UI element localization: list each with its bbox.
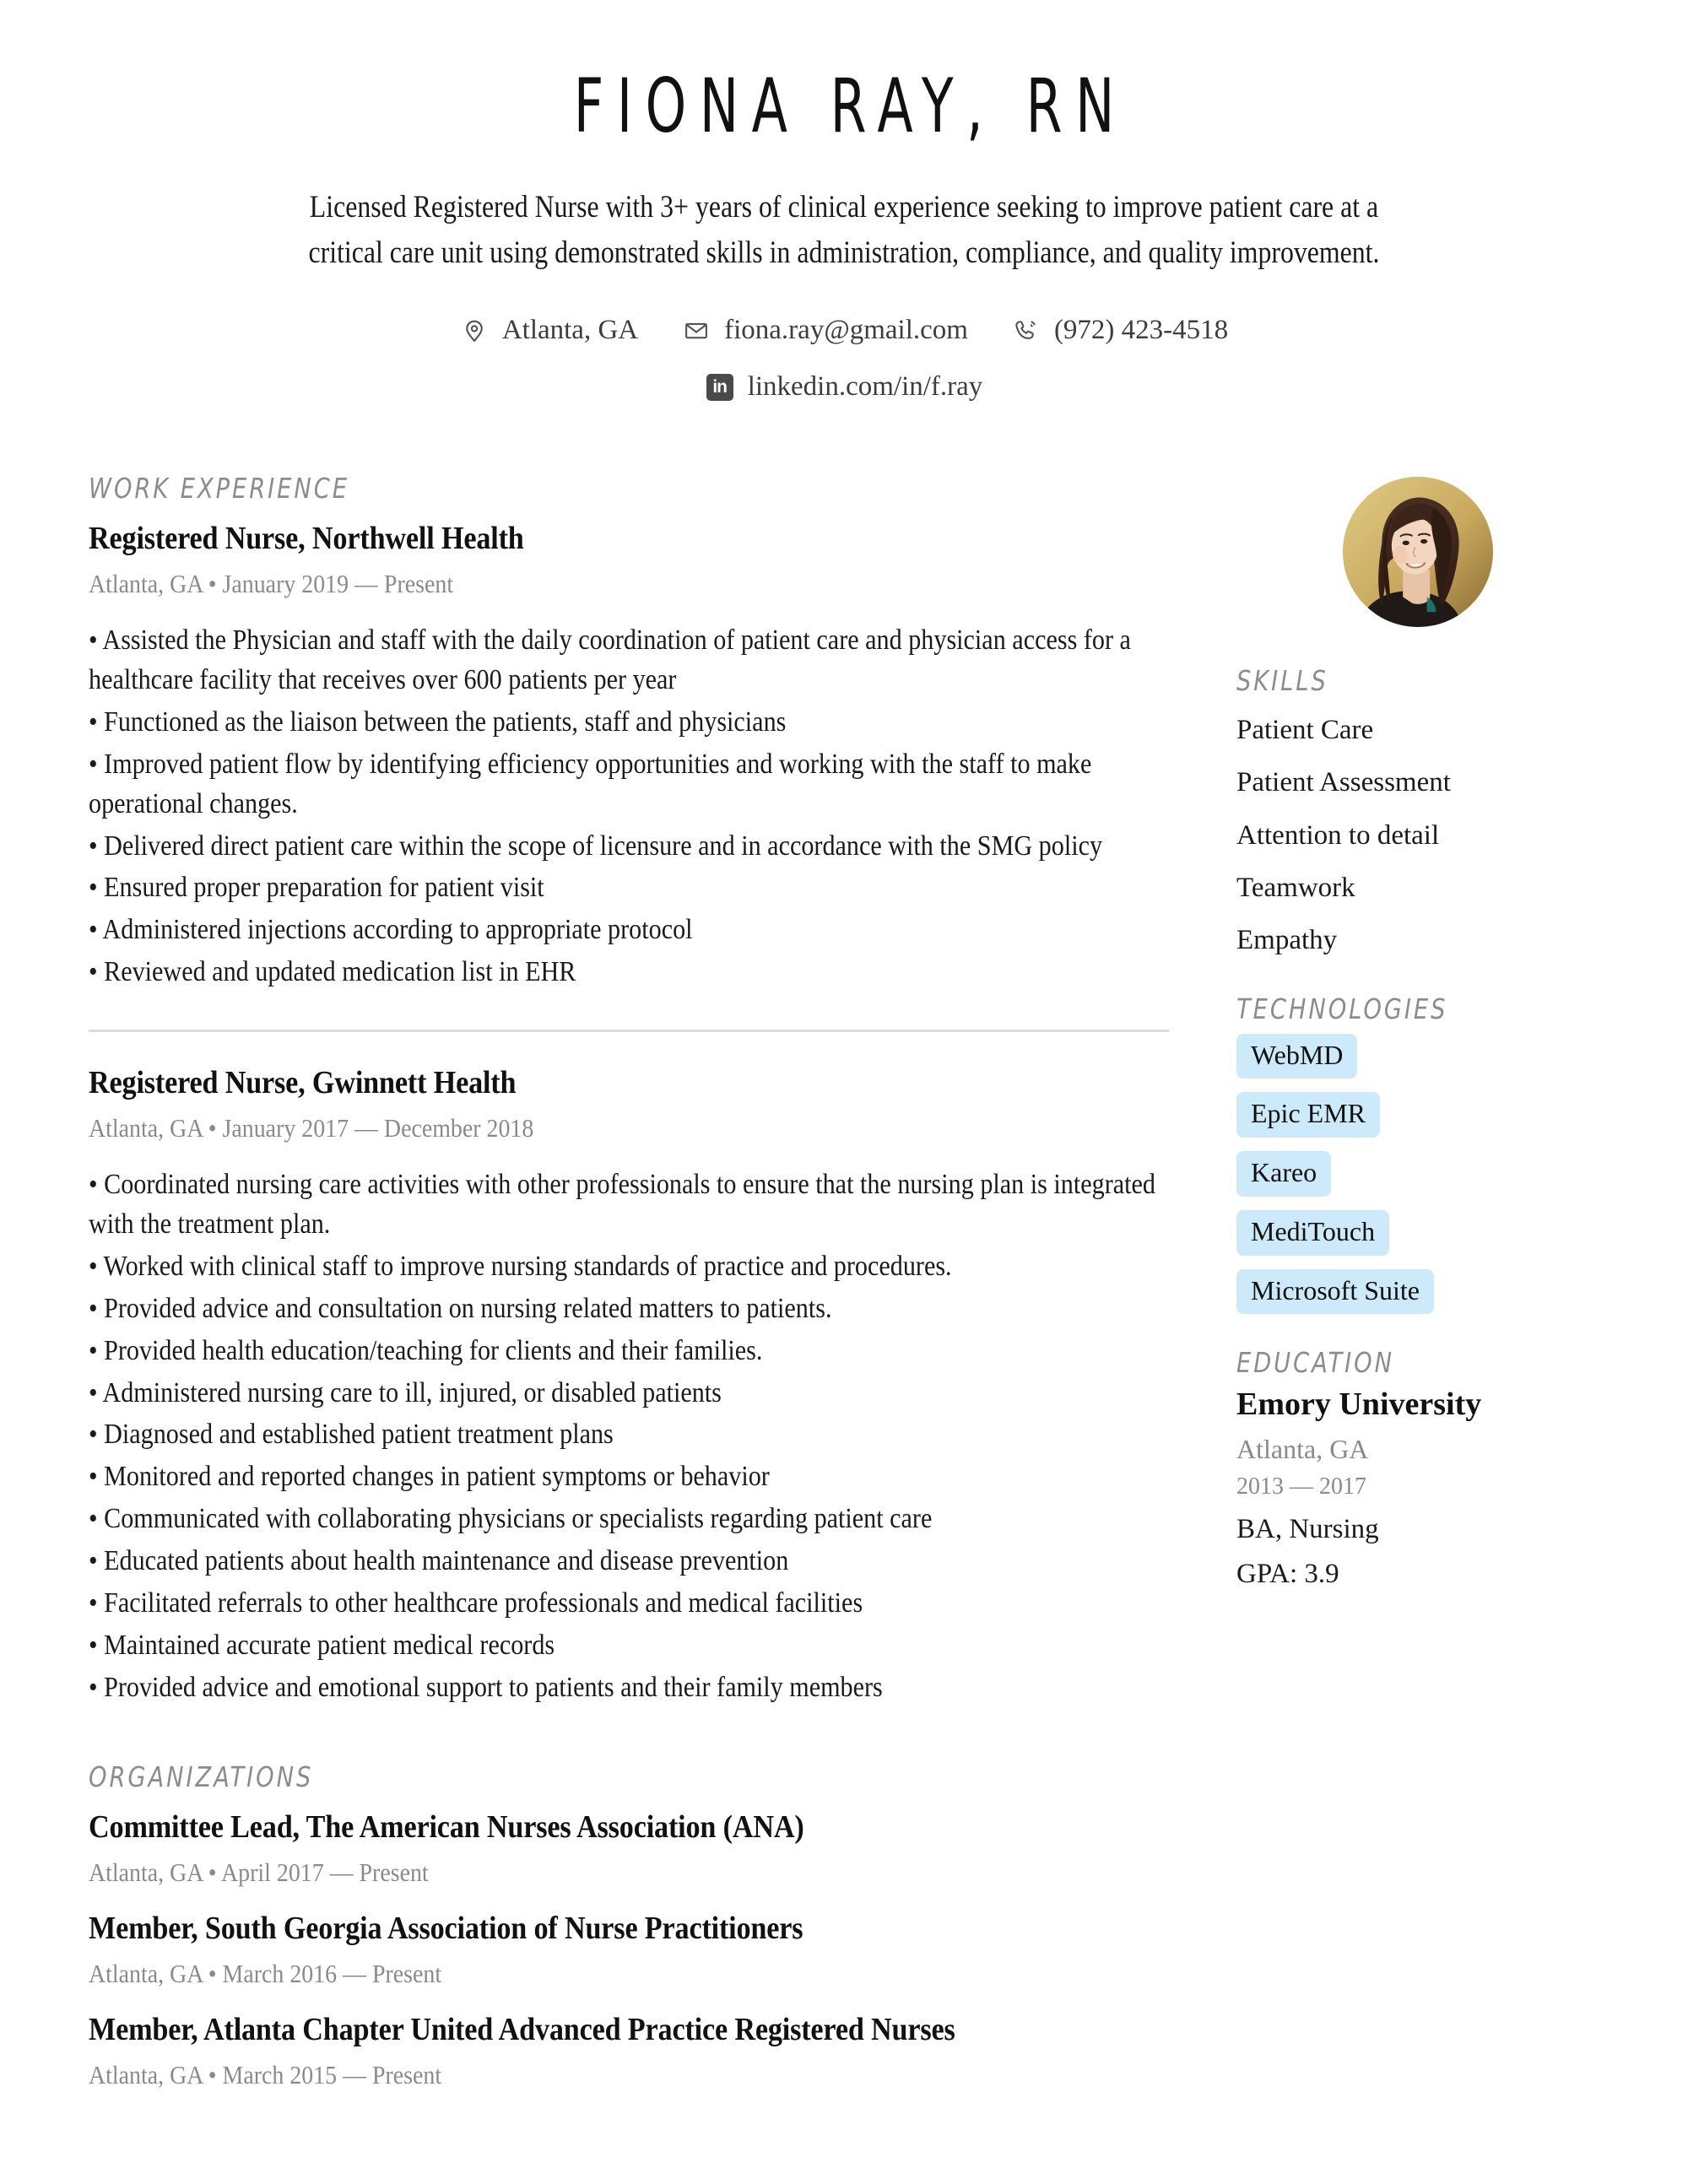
- job-entry: [89, 1064, 1169, 1708]
- spacer: [1236, 627, 1599, 664]
- avatar: [1343, 477, 1493, 627]
- resume-body: [89, 472, 1599, 2090]
- technology-tag: Microsoft Suite: [1236, 1269, 1434, 1315]
- job-entry: [89, 520, 1169, 992]
- education-degree: BA, Nursing: [1236, 1513, 1379, 1544]
- job-bullets: [89, 1165, 1169, 1708]
- skill-item: Patient Care: [1236, 715, 1374, 746]
- organization-entry: [89, 1808, 1169, 1888]
- job-bullet: • Administered nursing care to ill, injured, or disabled patients: [89, 1376, 722, 1408]
- contact-linkedin[interactable]: [706, 371, 983, 403]
- organizations-heading: ORGANIZATIONS: [89, 1760, 314, 1793]
- spacer: [89, 1713, 1169, 1760]
- candidate-name: FIONA RAY, RN: [573, 62, 1128, 149]
- organizations-section: [89, 1760, 1169, 2090]
- job-bullet: • Ensured proper preparation for patient visit: [89, 872, 544, 904]
- professional-summary: Licensed Registered Nurse with 3+ years of clinical experience seeking to improve patient care at a critical care unit using demonstrated skills in administration, compliance, and quality improvement.: [308, 190, 1380, 271]
- linkedin-icon: [706, 373, 734, 402]
- location-pin-icon: [460, 316, 489, 345]
- organization-meta: Atlanta, GA • April 2017 — Present: [89, 1857, 429, 1887]
- job-bullet: • Improved patient flow by identifying efficiency opportunities and working with the staff to make operational changes.: [89, 748, 1092, 819]
- job-bullet: • Educated patients about health maintenance and disease prevention: [89, 1545, 789, 1577]
- job-bullet: • Worked with clinical staff to improve nursing standards of practice and procedures.: [89, 1250, 952, 1282]
- contact-email-text: fiona.ray@gmail.com: [724, 315, 968, 346]
- avatar-wrapper: [1236, 477, 1599, 627]
- job-bullet: • Provided health education/teaching for clients and their families.: [89, 1334, 763, 1366]
- contact-phone-text: (972) 423-4518: [1053, 315, 1229, 346]
- job-title: Registered Nurse, Gwinnett Health: [89, 1065, 517, 1101]
- job-bullet: • Provided advice and consultation on nursing related matters to patients.: [89, 1292, 832, 1324]
- job-bullet: • Reviewed and updated medication list in EHR: [89, 956, 576, 988]
- organization-meta: Atlanta, GA • March 2016 — Present: [89, 1958, 442, 1988]
- organization-meta: Atlanta, GA • March 2015 — Present: [89, 2059, 442, 2089]
- phone-icon: [1012, 316, 1041, 345]
- organization-title: Member, South Georgia Association of Nurse Practitioners: [89, 1910, 803, 1946]
- job-bullet: • Functioned as the liaison between the patients, staff and physicians: [89, 705, 787, 738]
- contact-row-primary: [89, 315, 1599, 346]
- organization-title: Committee Lead, The American Nurses Association (ANA): [89, 1808, 804, 1845]
- skill-item: Teamwork: [1236, 872, 1355, 903]
- skill-item: Empathy: [1236, 925, 1338, 956]
- job-bullet: • Monitored and reported changes in patient symptoms or behavior: [89, 1461, 770, 1493]
- job-meta: Atlanta, GA • January 2019 — Present: [89, 569, 454, 599]
- spacer: [1236, 967, 1599, 992]
- job-bullet: • Facilitated referrals to other healthcare professionals and medical facilities: [89, 1587, 863, 1619]
- envelope-icon: [682, 316, 711, 345]
- main-column: [89, 472, 1236, 2090]
- contact-phone[interactable]: [1012, 315, 1228, 346]
- job-bullet: • Maintained accurate patient medical records: [89, 1629, 555, 1661]
- job-bullets: [89, 621, 1169, 992]
- spacer: [1236, 1327, 1599, 1346]
- skill-item: Attention to detail: [1236, 819, 1440, 851]
- skills-heading: SKILLS: [1236, 664, 1328, 698]
- skill-item: Patient Assessment: [1236, 767, 1451, 798]
- spacer: [89, 1032, 1169, 1056]
- contact-location[interactable]: [460, 315, 638, 346]
- skills-section: [1236, 664, 1599, 966]
- job-bullet: • Delivered direct patient care within the scope of licensure and in accordance with the SMG policy: [89, 830, 1103, 862]
- organization-entry: [89, 1910, 1169, 1989]
- technologies-section: [1236, 992, 1599, 1328]
- resume-header: [89, 0, 1599, 403]
- organization-title: Member, Atlanta Chapter United Advanced Practice Registered Nurses: [89, 2011, 955, 2047]
- technology-tag: WebMD: [1236, 1034, 1357, 1079]
- contact-location-text: Atlanta, GA: [501, 315, 639, 346]
- contact-row-secondary: [89, 371, 1599, 403]
- education-gpa: GPA: 3.9: [1236, 1559, 1339, 1590]
- contact-email[interactable]: [682, 315, 968, 346]
- education-heading: EDUCATION: [1236, 1346, 1394, 1380]
- technology-tag: MediTouch: [1236, 1210, 1389, 1256]
- education-section: [1236, 1346, 1599, 1592]
- sidebar-column: [1236, 472, 1599, 1592]
- technologies-heading: TECHNOLOGIES: [1236, 992, 1448, 1025]
- education-location: Atlanta, GA: [1236, 1433, 1369, 1464]
- job-bullet: • Administered injections according to appropriate protocol: [89, 914, 693, 946]
- technologies-tag-list: [1236, 1034, 1599, 1328]
- education-dates: 2013 — 2017: [1236, 1473, 1366, 1500]
- job-bullet: • Coordinated nursing care activities with other professionals to ensure that the nursing plan is integrated with the treatment plan.: [89, 1169, 1155, 1240]
- job-title: Registered Nurse, Northwell Health: [89, 521, 524, 557]
- education-school: Emory University: [1236, 1387, 1482, 1423]
- job-meta: Atlanta, GA • January 2017 — December 2018: [89, 1113, 534, 1143]
- technology-tag: Kareo: [1236, 1151, 1331, 1197]
- job-bullet: • Provided advice and emotional support to patients and their family members: [89, 1671, 883, 1703]
- organization-entry: [89, 2011, 1169, 2090]
- work-experience-section: [89, 472, 1169, 1708]
- contact-linkedin-text: linkedin.com/in/f.ray: [747, 371, 983, 403]
- job-bullet: • Communicated with collaborating physicians or specialists regarding patient care: [89, 1503, 933, 1535]
- work-experience-heading: WORK EXPERIENCE: [89, 472, 349, 505]
- job-bullet: • Diagnosed and established patient treatment plans: [89, 1419, 614, 1451]
- linkedin-badge-text: in: [706, 374, 733, 401]
- job-bullet: • Assisted the Physician and staff with the daily coordination of patient care and physician access for a healthcare facility that receives over 600 patients per year: [89, 624, 1131, 695]
- avatar-photo: [1343, 477, 1493, 627]
- skills-list: [1236, 704, 1599, 966]
- technology-tag: Epic EMR: [1236, 1092, 1380, 1138]
